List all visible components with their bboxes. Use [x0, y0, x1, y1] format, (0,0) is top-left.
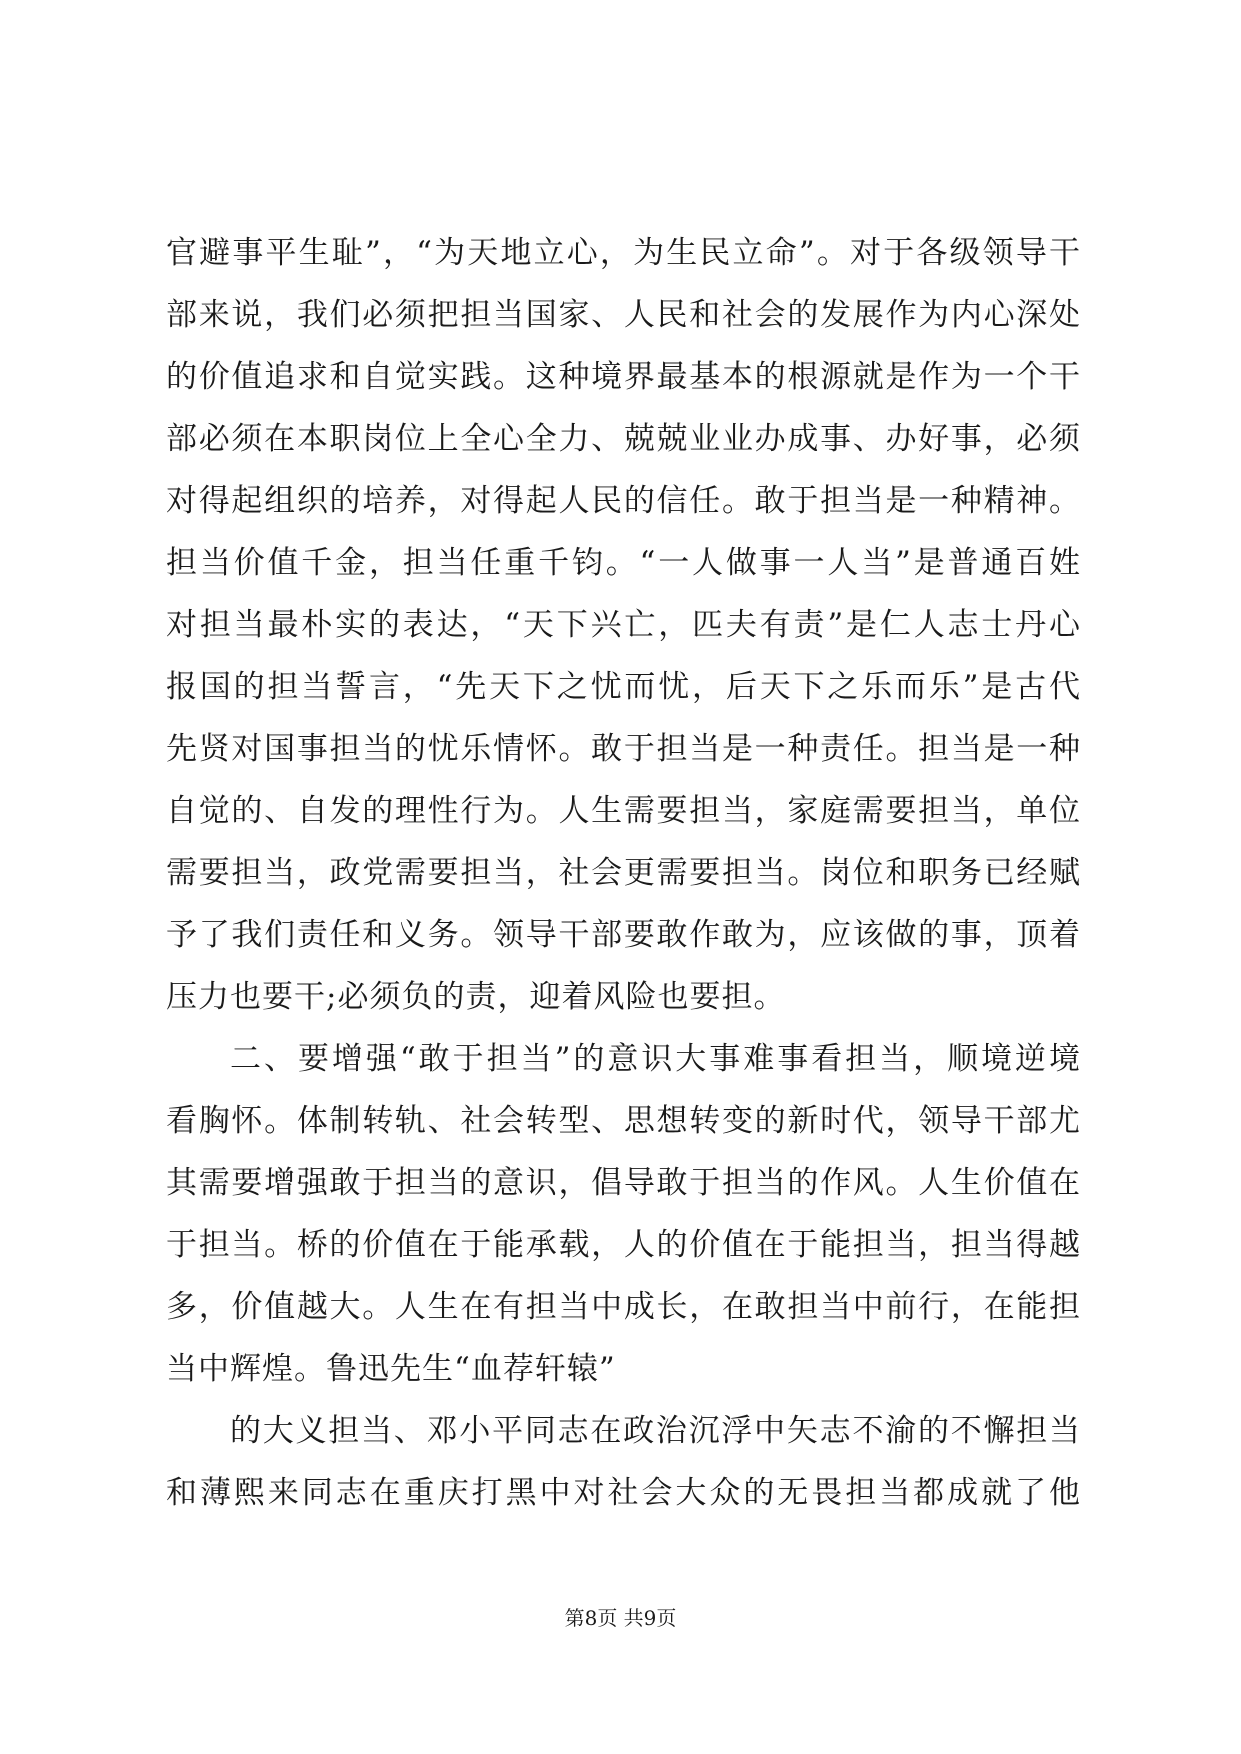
- text-line: 需要担当，政党需要担当，社会更需要担当。岗位和职务已经赋: [166, 855, 1081, 891]
- text-line: 看胸怀。体制转轨、社会转型、思想转变的新时代，领导干部尤: [166, 1103, 1081, 1139]
- text-line: 其需要增强敢于担当的意识，倡导敢于担当的作风。人生价值在: [166, 1165, 1081, 1201]
- text-line: 担当价值千金，担当任重千钧。“一人做事一人当”是普通百姓: [166, 545, 1081, 581]
- text-line: 部必须在本职岗位上全心全力、兢兢业业办成事、办好事，必须: [166, 421, 1081, 457]
- text-line: 部来说，我们必须把担当国家、人民和社会的发展作为内心深处: [166, 297, 1081, 333]
- text-line: 官避事平生耻”，“为天地立心，为生民立命”。对于各级领导干: [166, 235, 1081, 271]
- text-line: 于担当。桥的价值在于能承载，人的价值在于能担当，担当得越: [166, 1227, 1081, 1263]
- text-line: 和薄熙来同志在重庆打黑中对社会大众的无畏担当都成就了他: [166, 1475, 1081, 1511]
- text-line: 压力也要干;必须负的责，迎着风险也要担。: [166, 979, 786, 1015]
- text-line: 予了我们责任和义务。领导干部要敢作敢为，应该做的事，顶着: [166, 917, 1081, 953]
- text-line: 自觉的、自发的理性行为。人生需要担当，家庭需要担当，单位: [166, 793, 1081, 829]
- text-line: 先贤对国事担当的忧乐情怀。敢于担当是一种责任。担当是一种: [166, 731, 1081, 767]
- page-number-label: 第8页 共9页: [564, 1606, 677, 1630]
- text-line: 对得起组织的培养，对得起人民的信任。敢于担当是一种精神。: [166, 483, 1081, 519]
- text-line: 当中辉煌。鲁迅先生“血荐轩辕”: [166, 1351, 616, 1387]
- text-line: 的价值追求和自觉实践。这种境界最基本的根源就是作为一个干: [166, 359, 1081, 395]
- page-footer: [0, 1604, 1241, 1632]
- text-line: 报国的担当誓言，“先天下之忧而忧，后天下之乐而乐”是古代: [166, 669, 1081, 705]
- text-line: 多，价值越大。人生在有担当中成长，在敢担当中前行，在能担: [166, 1289, 1081, 1325]
- body-text: [166, 222, 1081, 1524]
- paragraph-start-line: 二、要增强“敢于担当”的意识大事难事看担当，顺境逆境: [230, 1041, 1081, 1077]
- paragraph-start-line: 的大义担当、邓小平同志在政治沉浮中矢志不渝的不懈担当: [230, 1413, 1081, 1449]
- text-line: 对担当最朴实的表达，“天下兴亡，匹夫有责”是仁人志士丹心: [166, 607, 1081, 643]
